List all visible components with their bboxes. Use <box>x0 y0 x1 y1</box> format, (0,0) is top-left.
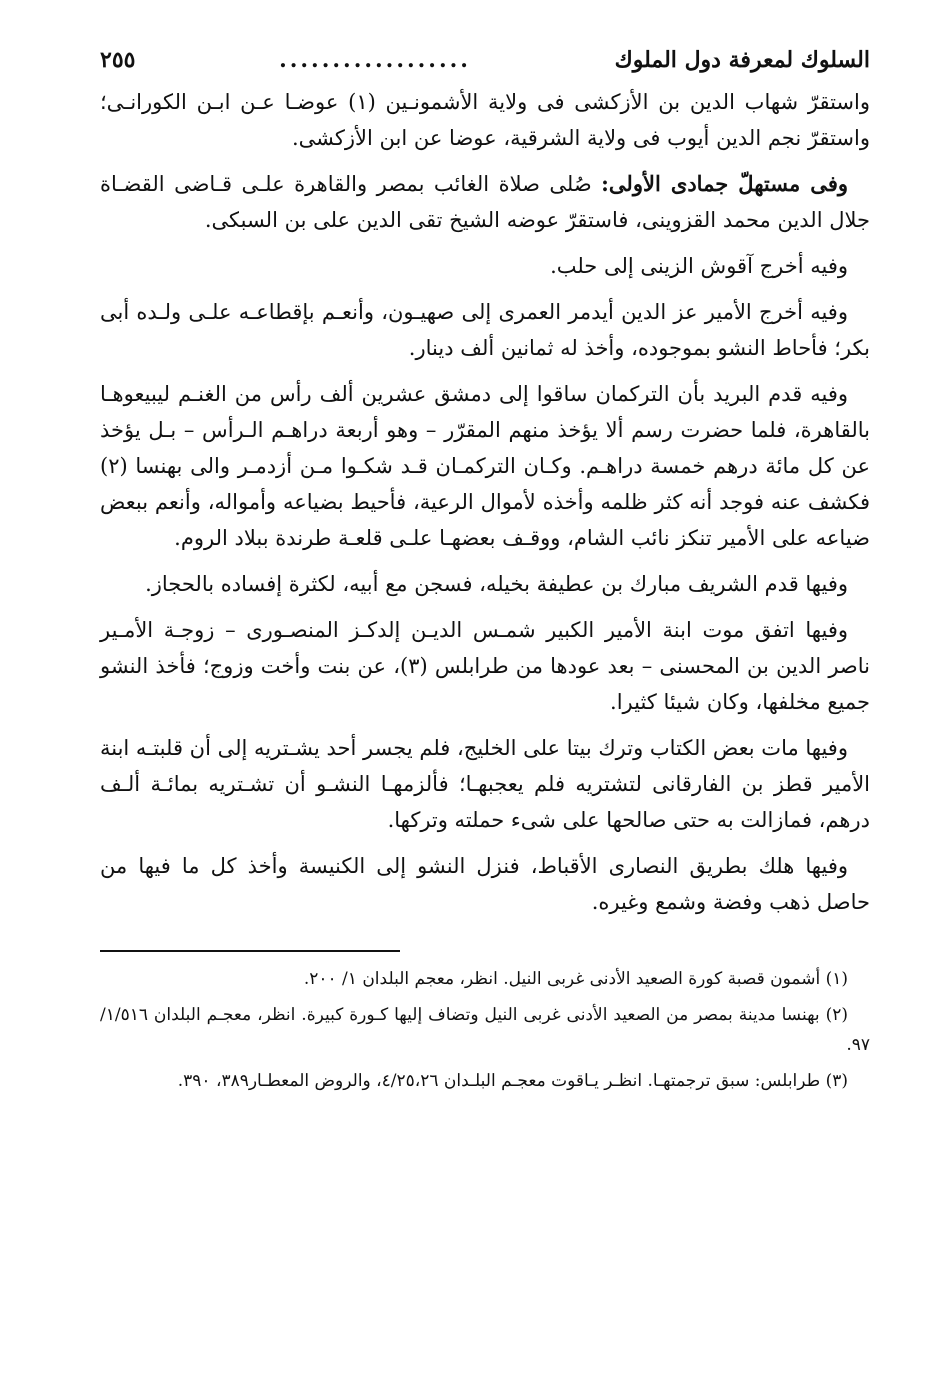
running-head-title: السلوك لمعرفة دول الملوك <box>614 47 870 73</box>
paragraph-text: وفيه أخرج آقوش الزينى إلى حلب. <box>550 254 848 278</box>
running-head <box>100 40 870 84</box>
footnote: (٣) طرابلس: سبق ترجمتهـا. انظـر يـاقوت معجـم البلـدان ٤/٢٥،٢٦، والروض المعطـار٣٨٩، ٣٩٠. <box>177 1071 848 1091</box>
paragraph-text: وفيها قدم الشريف مبارك بن عطيفة بخيله، فسجن مع أبيه، لكثرة إفساده بالحجاز. <box>145 572 848 596</box>
paragraph-text: وفيها اتفق موت ابنة الأمير الكبير شمـس الديـن إلدكـز المنصـورى – زوجـة الأمـير ناصر الدين بن المحسنى – بعد عودها من طرابلس (٣)، عن بنت وأخت وزوج؛ فأخذ النشو جميع مخلفها، وكان شيئا كثيرا. <box>100 618 870 714</box>
paragraph <box>100 566 870 602</box>
paragraph <box>100 294 870 366</box>
paragraph <box>100 166 870 238</box>
paragraph <box>100 848 870 920</box>
footnote-separator <box>100 950 400 952</box>
paragraph <box>100 248 870 284</box>
paragraph <box>100 730 870 838</box>
paragraph-text: وفيها هلك بطريق النصارى الأقباط، فنزل النشو إلى الكنيسة وأخذ كل ما فيها من حاصل ذهب وفضة وشمع وغيره. <box>100 854 870 914</box>
footnote: (٢) بهنسا مدينة بمصر من الصعيد الأدنى غربى النيل وتضاف إليها كـورة كبيرة. انظر، معجـم البلدان ١/٥١٦/ ٩٧. <box>100 1005 870 1055</box>
paragraph-text: وفيه قدم البريد بأن التركمان ساقوا إلى دمشق عشرين ألف رأس من الغنـم ليبيعوهـا بالقاهرة، فلما حضرت رسم ألا يؤخذ منهم المقرّر – وهو أربعة دراهـم الـرأس – بـل يؤخذ عن كل مائة درهم خمسة دراهـم. وكـان التركمـان قـد شكـوا مـن أزدمـر والى بهنسا (٢) فكشف عنه فوجد أنه كثر ظلمه وأخذه لأموال الرعية، فأحيط بضياعه وأمواله، وأنعم ببعض ضياعه على الأمير تنكز نائب الشام، ووقـف بعضهـا علـى قلعـة طرندة ببلاد الروم. <box>100 382 870 550</box>
footnote: (١) أشمون قصبة كورة الصعيد الأدنى غربى النيل. انظر، معجم البلدان ١/ ٢٠٠. <box>303 969 848 989</box>
paragraph <box>100 612 870 720</box>
paragraph-text: صُلى صلاة الغائب بمصر والقاهرة علـى قـاضى القضـاة جلال الدين محمد القزوينى، فاستقرّ عوضه الشيخ تقى الدين على بن السبكى. <box>100 172 870 232</box>
paragraph-text: واستقرّ شهاب الدين بن الأزكشى فى ولاية الأشمونـين (١) عوضـا عـن ابـن الكورانـى؛ واستقرّ نجم الدين أيوب فى ولاية الشرقية، عوضا عن ابن الأزكشى. <box>100 90 870 150</box>
paragraph-text: وفيها مات بعض الكتاب وترك بيتا على الخليج، فلم يجسر أحد يشـتريه إلى أن قلبتـه ابنة الأمير قطز بن الفارقانى لتشتريه فلم يعجبهـا؛ فألزمهـا النشـو أن تشـتريه بمائـة ألـف درهم، فمازالت به حتى صالحها على شىء حملته وتركها. <box>99 736 870 832</box>
paragraph <box>100 84 870 156</box>
main-text <box>100 84 870 920</box>
paragraph <box>100 376 870 556</box>
footnotes <box>100 964 870 1096</box>
running-head-leader: .................. <box>279 47 471 73</box>
book-page <box>100 40 870 1102</box>
paragraph-text: وفيه أخرج الأمير عز الدين أيدمر العمرى إلى صهيـون، وأنعـم بإقطاعـه علـى ولـده أبى بكر؛ فأحاط النشو بموجوده، وأخذ له ثمانين ألف دينار. <box>100 300 870 360</box>
page-number: ٢٥٥ <box>100 47 136 73</box>
paragraph-lead: وفى مستهلّ جمادى الأولى: <box>601 171 848 196</box>
